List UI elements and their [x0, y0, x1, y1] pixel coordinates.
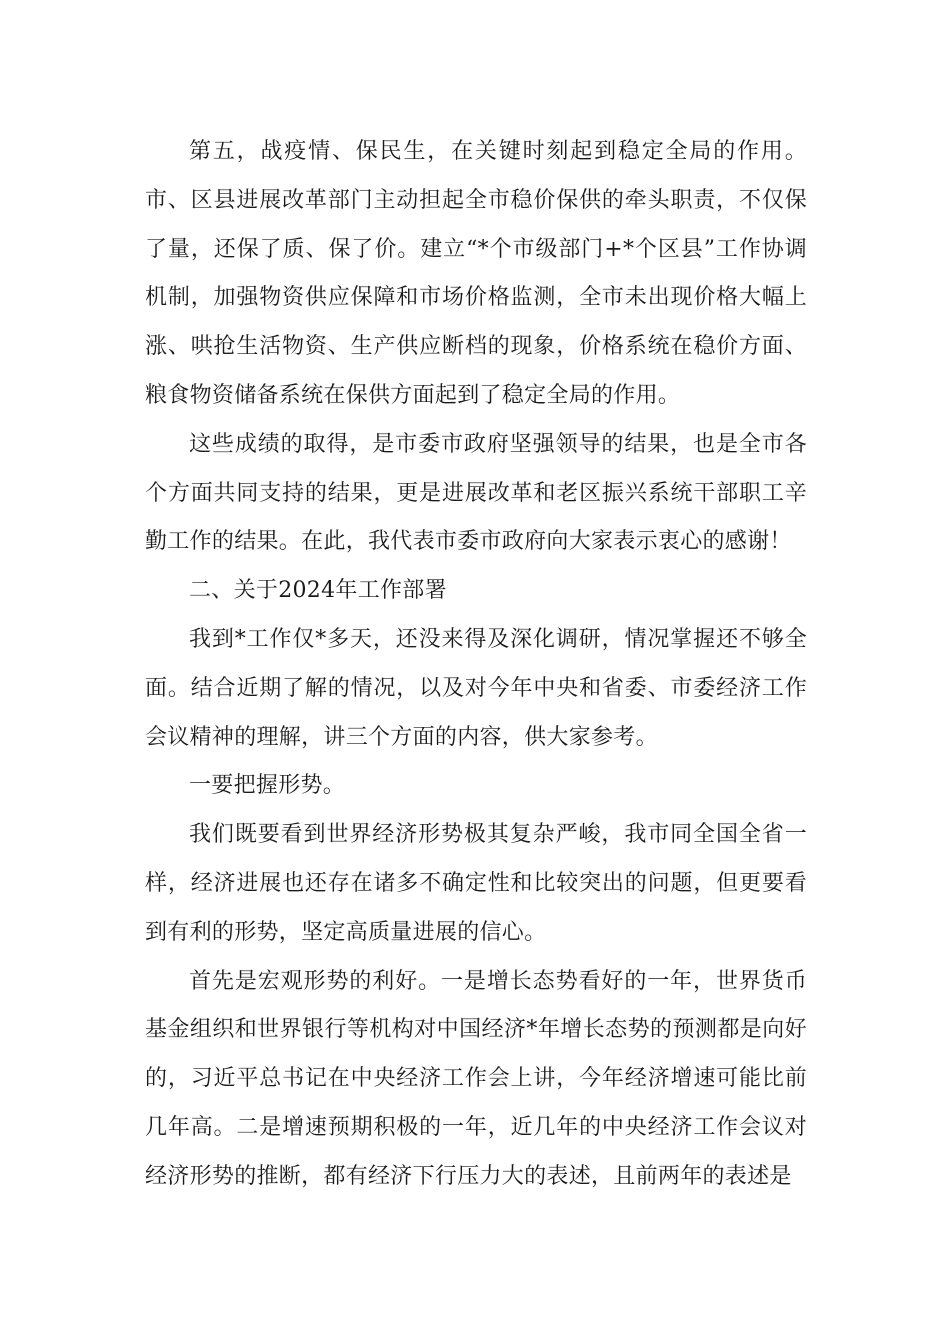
subheading-grasp-situation: 一要把握形势。: [189, 773, 346, 799]
paragraph-fifth-point: 第五，战疫情、保民生，在关键时刻起到稳定全局的作用。市、区县进展改革部门主动担起全市稳价保供的牵头职责，不仅保了量，还保了质、保了价。建立“*个市级部门+*个区县”工作协调机制，加强物资供应保障和市场价格监测，全市未出现价格大幅上涨、哄抢生活物资、生产供应断档的现象，价格系统在稳价方面、粮食物资储备系统在保供方面起到了稳定全局的作用。: [145, 139, 807, 408]
section-heading-2024-work: 二、关于2024年工作部署: [189, 578, 447, 604]
paragraph-intro: 我到*工作仅*多天，还没来得及深化调研，情况掌握还不够全面。结合近期了解的情况，以及对今年中央和省委、市委经济工作会议精神的理解，讲三个方面的内容，供大家参考。: [145, 626, 807, 750]
paragraph-situation: 我们既要看到世界经济形势极其复杂严峻，我市同全国全省一样，经济进展也还存在诸多不确定性和比较突出的问题，但更要看到有利的形势，坚定高质量进展的信心。: [145, 822, 807, 945]
paragraph-achievements-thanks: 这些成绩的取得，是市委市政府坚强领导的结果，也是全市各个方面共同支持的结果，更是进展改革和老区振兴系统干部职工辛勤工作的结果。在此，我代表市委市政府向大家表示衷心的感谢！: [145, 431, 807, 555]
paragraph-macro-outlook: 首先是宏观形势的利好。一是增长态势看好的一年，世界货币基金组织和世界银行等机构对中国经济*年增长态势的预测都是向好的，习近平总书记在中央经济工作会上讲，今年经济增速可能比前几年高。二是增速预期积极的一年，近几年的中央经济工作会议对经济形势的推断，都有经济下行压力大的表述，且前两年的表述是: [145, 968, 807, 1189]
document-body: [145, 128, 807, 1202]
